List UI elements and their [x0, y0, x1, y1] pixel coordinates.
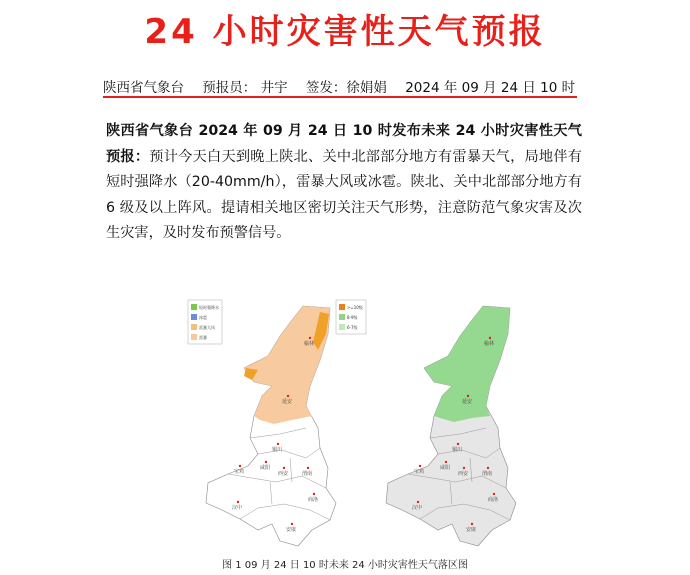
- left-city-label-8: 安康: [286, 527, 297, 533]
- right-legend-swatch-1: [339, 314, 345, 320]
- signer: 签发：徐娟娟: [305, 80, 387, 96]
- left-city-label-5: 宝鸡: [234, 469, 245, 475]
- left-city-dot: [287, 395, 289, 397]
- issue-time: 2024 年 09 月 24 日 10 时: [405, 80, 576, 96]
- left-map: [188, 300, 336, 546]
- left-legend-swatch-0: [191, 304, 197, 310]
- right-legend-label-1: 8-9级: [347, 315, 358, 320]
- left-city-dot: [239, 465, 241, 467]
- right-city-dot: [471, 523, 473, 525]
- left-storm-area: [244, 306, 330, 424]
- right-city-dot: [419, 465, 421, 467]
- right-city-label-9: 商洛: [488, 497, 499, 503]
- header-divider: [103, 96, 577, 98]
- left-city-dot: [313, 493, 315, 495]
- right-city-dot: [487, 467, 489, 469]
- page-title: 24 小时灾害性天气预报: [144, 12, 546, 52]
- right-city-dot: [467, 395, 469, 397]
- right-city-dot: [457, 443, 459, 445]
- right-city-dot: [489, 337, 491, 339]
- issuer-info-bar: [103, 76, 579, 96]
- right-map: [336, 300, 516, 546]
- right-city-dot: [417, 501, 419, 503]
- left-city-label-9: 商洛: [308, 497, 319, 503]
- right-legend: [336, 300, 366, 334]
- left-city-dot: [265, 461, 267, 463]
- forecast-lead: 陕西省气象台 2024 年 09 月 24 日 10 时发布未来 24 小时灾害性天气预报：: [106, 123, 582, 165]
- right-city-dot: [493, 493, 495, 495]
- maps-svg: [180, 298, 520, 558]
- left-city-dot: [277, 443, 279, 445]
- left-city-label-2: 铜川: [272, 447, 283, 453]
- right-city-label-2: 铜川: [452, 447, 463, 453]
- right-city-label-1: 延安: [462, 399, 473, 405]
- right-city-label-3: 渭南: [482, 471, 493, 477]
- left-city-label-6: 咸阳: [260, 465, 271, 471]
- right-city-dot: [445, 461, 447, 463]
- left-legend-label-0: 短时强降水: [199, 305, 219, 310]
- left-city-label-4: 西安: [278, 471, 289, 477]
- right-city-label-4: 西安: [458, 471, 469, 477]
- left-legend-label-1: 冰雹: [199, 315, 207, 320]
- right-legend-label-0: >=10级: [347, 305, 363, 310]
- left-legend-label-3: 雷暴: [199, 335, 207, 340]
- forecast-body: 预计今天白天到晚上陕北、关中北部部分地方有雷暴天气，局地伴有短时强降水（20-40mm/h），雷暴大风或冰雹。陕北、关中北部部分地方有 6 级及以上阵风。提请相关地区密切关注天气形势，注意防范气象灾害及次生灾害，及时发布预警信号。: [106, 148, 582, 242]
- right-city-label-6: 咸阳: [440, 465, 451, 471]
- right-city-dot: [463, 467, 465, 469]
- left-city-label-0: 榆林: [304, 341, 315, 347]
- right-city-label-0: 榆林: [484, 341, 495, 347]
- forecast-maps-figure: [180, 298, 520, 558]
- left-city-label-3: 渭南: [302, 471, 313, 477]
- left-city-dot: [283, 467, 285, 469]
- left-city-dot: [309, 337, 311, 339]
- left-legend: [188, 300, 222, 344]
- left-legend-swatch-1: [191, 314, 197, 320]
- forecaster: 预报员： 井宇: [202, 80, 288, 96]
- right-legend-swatch-0: [339, 304, 345, 310]
- left-city-label-7: 汉中: [232, 505, 243, 511]
- left-city-dot: [237, 501, 239, 503]
- right-city-label-8: 安康: [466, 527, 477, 533]
- right-city-label-5: 宝鸡: [414, 469, 425, 475]
- left-legend-swatch-2: [191, 324, 197, 330]
- forecast-paragraph: [106, 119, 582, 247]
- left-city-dot: [307, 467, 309, 469]
- issuing-org: 陕西省气象台: [103, 80, 184, 96]
- left-city-label-1: 延安: [282, 399, 293, 405]
- figure-caption: 图 1 09 月 24 日 10 时未来 24 小时灾害性天气落区图: [222, 560, 468, 571]
- left-city-dot: [291, 523, 293, 525]
- left-legend-label-2: 雷暴大风: [199, 325, 215, 330]
- left-legend-swatch-3: [191, 334, 197, 340]
- right-legend-swatch-2: [339, 324, 345, 330]
- right-legend-label-2: 6-7级: [347, 325, 358, 330]
- right-city-label-7: 汉中: [412, 505, 423, 511]
